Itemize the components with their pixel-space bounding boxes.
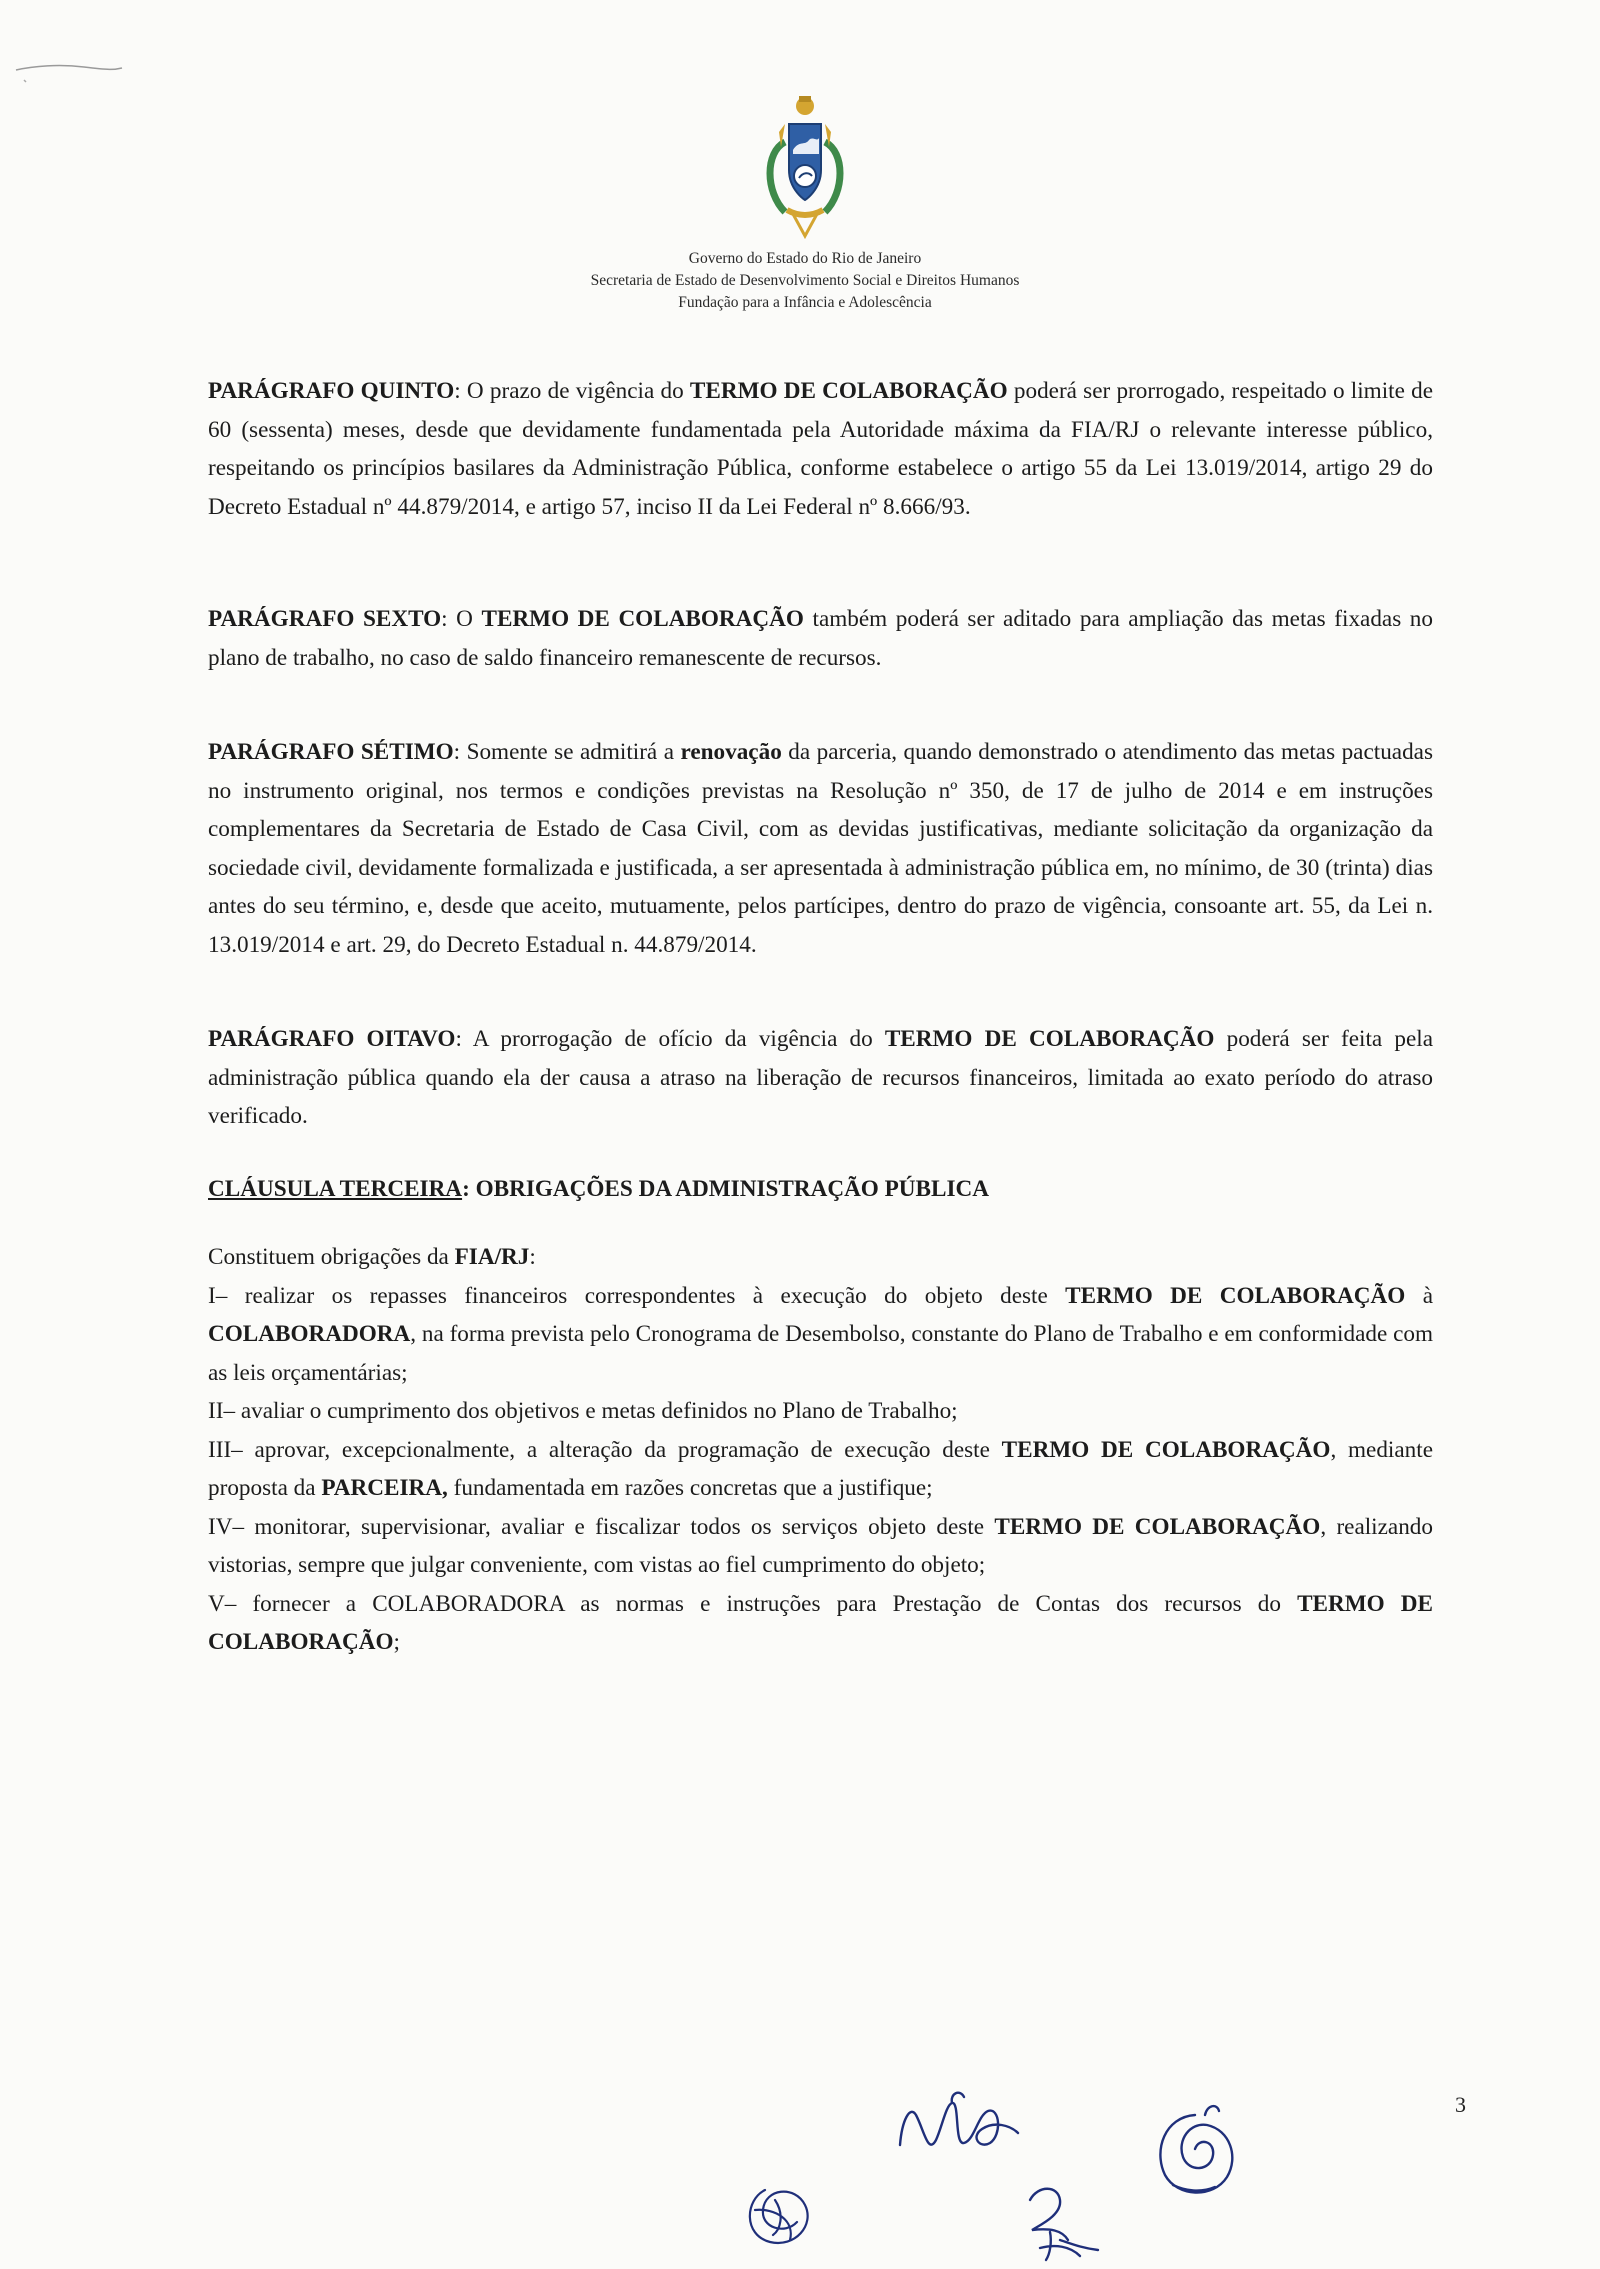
obligation-item-1: I– realizar os repasses financeiros correspondentes à execução do objeto deste TERMO DE COLABORAÇÃO à COLABORADORA, na forma prevista pelo Cronograma de Desembolso, constante do Plano de Trabalho e em conformidade com as leis orçamentárias; bbox=[208, 1282, 1433, 1386]
signature-initial-3 bbox=[1010, 2170, 1120, 2265]
clause-intro: Constituem obrigações da FIA/RJ: bbox=[208, 1244, 536, 1270]
obligation-item-4: IV– monitorar, supervisionar, avaliar e fiscalizar todos os serviços objeto deste TERMO DE COLABORAÇÃO, realizando vistorias, sempre que julgar conveniente, com vistas ao fiel cumprimento do objeto; bbox=[208, 1513, 1433, 1578]
item-number: II bbox=[208, 1398, 224, 1424]
paragraph-heading: PARÁGRAFO OITAVO bbox=[208, 1026, 456, 1052]
obligation-item-3: III– aprovar, excepcionalmente, a alteração da programação de execução deste TERMO DE COLABORAÇÃO, mediante proposta da PARCEIRA, fundamentada em razões concretas que a justifique; bbox=[208, 1436, 1433, 1501]
letterhead-line-foundation: Fundação para a Infância e Adolescência bbox=[678, 294, 932, 311]
paragraph-heading: PARÁGRAFO SEXTO bbox=[208, 606, 442, 632]
clause-title-underlined: CLÁUSULA TERCEIRA bbox=[208, 1175, 463, 1202]
document-body bbox=[208, 372, 1433, 1662]
item-number: IV bbox=[208, 1513, 233, 1540]
paragraph-heading: PARÁGRAFO SÉTIMO bbox=[208, 739, 454, 765]
paragraph-heading: PARÁGRAFO QUINTO bbox=[208, 378, 455, 404]
letterhead bbox=[380, 248, 1230, 314]
obligation-item-2: II– avaliar o cumprimento dos objetivos e metas definidos no Plano de Trabalho; bbox=[208, 1398, 958, 1424]
page-number: 3 bbox=[1455, 2092, 1466, 2117]
letterhead-line-secretariat: Secretaria de Estado de Desenvolvimento Social e Direitos Humanos bbox=[590, 272, 1020, 289]
signature-initial-1 bbox=[735, 2130, 835, 2250]
paragraph-sixth: PARÁGRAFO SEXTO: O TERMO DE COLABORAÇÃO também poderá ser aditado para ampliação das metas fixadas no plano de trabalho, no caso de saldo financeiro remanescente de recursos. bbox=[208, 606, 1433, 671]
rio-de-janeiro-coat-of-arms bbox=[755, 92, 855, 242]
signature-initial-4 bbox=[1135, 2095, 1255, 2215]
item-number: I bbox=[208, 1282, 216, 1309]
letterhead-line-government: Governo do Estado do Rio de Janeiro bbox=[688, 250, 922, 267]
clause-heading bbox=[208, 1170, 1433, 1209]
obligation-item-5: V– fornecer a COLABORADORA as normas e instruções para Prestação de Contas dos recursos do TERMO DE COLABORAÇÃO; bbox=[208, 1590, 1433, 1655]
item-number: V bbox=[208, 1590, 225, 1617]
paragraph-seventh: PARÁGRAFO SÉTIMO: Somente se admitirá a renovação da parceria, quando demonstrado o atendimento das metas pactuadas no instrumento original, nos termos e condições previstas na Resolução nº 350, de 17 de julho de 2014 e em instruções complementares da Secretaria de Estado de Casa Civil, com as devidas justificativas, mediante solicitação da organização da sociedade civil, devidamente formalizada e justificada, a ser apresentada à administração pública em, no mínimo, de 30 (trinta) dias antes do seu término, e, desde que aceito, mutuamente, pelos partícipes, dentro do prazo de vigência, consoante art. 55, da Lei n. 13.019/2014 e art. 29, do Decreto Estadual n. 44.879/2014. bbox=[208, 739, 1433, 958]
clause-title-rest: : OBRIGAÇÕES DA ADMINISTRAÇÃO PÚBLICA bbox=[462, 1175, 989, 1202]
item-number: III bbox=[208, 1436, 232, 1463]
scan-artifact bbox=[14, 58, 124, 88]
paragraph-fifth: PARÁGRAFO QUINTO: O prazo de vigência do TERMO DE COLABORAÇÃO poderá ser prorrogado, respeitado o limite de 60 (sessenta) meses, desde que devidamente fundamentada pela Autoridade máxima da FIA/RJ o relevante interesse público, respeitando os princípios basilares da Administração Pública, conforme estabelece o artigo 55 da Lei 13.019/2014, artigo 29 do Decreto Estadual nº 44.879/2014, e artigo 57, inciso II da Lei Federal nº 8.666/93. bbox=[208, 378, 1433, 520]
paragraph-eighth: PARÁGRAFO OITAVO: A prorrogação de ofício da vigência do TERMO DE COLABORAÇÃO poderá ser feita pela administração pública quando ela der causa a atraso na liberação de recursos financeiros, limitada ao exato período do atraso verificado. bbox=[208, 1026, 1433, 1129]
